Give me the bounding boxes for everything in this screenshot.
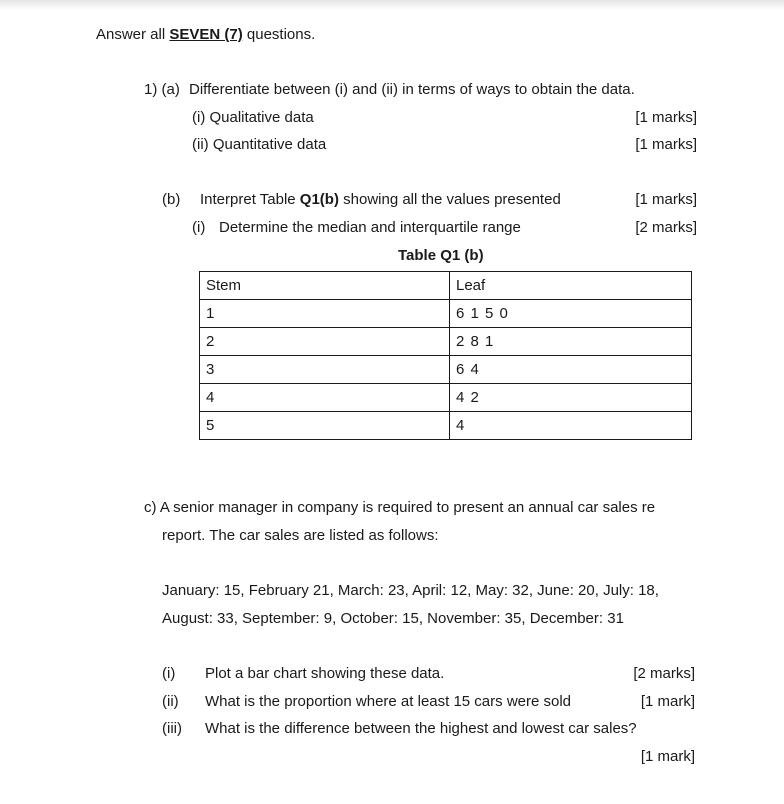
leaf-cell: 4 bbox=[450, 412, 692, 440]
leaf-cell: 6 4 bbox=[450, 356, 692, 384]
table-row bbox=[200, 412, 692, 440]
stem-cell: 3 bbox=[200, 356, 450, 384]
q1c-item-3-text: What is the difference between the highest and lowest car sales? bbox=[205, 720, 637, 737]
q1b-number: (b) bbox=[162, 191, 181, 208]
stem-cell: 4 bbox=[200, 384, 450, 412]
page-top-edge bbox=[0, 0, 784, 10]
stem-cell: 5 bbox=[200, 412, 450, 440]
table-title: Table Q1 (b) bbox=[398, 247, 484, 264]
q1b-text-prefix: Interpret Table bbox=[200, 191, 296, 208]
q1c-item-3-number: (iii) bbox=[162, 720, 182, 737]
q1c-item-1-number: (i) bbox=[162, 665, 176, 682]
q1c-item-2-number: (ii) bbox=[162, 693, 179, 710]
q1b-text-suffix: showing all the values presented bbox=[343, 191, 561, 208]
q1a-item-2-label: (ii) Quantitative data bbox=[192, 136, 327, 153]
table-row bbox=[200, 328, 692, 356]
q1a-text: Differentiate between (i) and (ii) in terms of ways to obtain the data. bbox=[189, 81, 635, 98]
stem-leaf-table bbox=[199, 271, 692, 440]
q1b-sub-text: Determine the median and interquartile range bbox=[219, 219, 521, 236]
leaf-cell: 6 1 5 0 bbox=[450, 300, 692, 328]
table-row bbox=[200, 356, 692, 384]
q1b-question bbox=[200, 191, 561, 209]
instructions-prefix: Answer all bbox=[96, 26, 166, 43]
leaf-cell: 4 2 bbox=[450, 384, 692, 412]
q1c-item-2-text: What is the proportion where at least 15 cars were sold bbox=[205, 693, 572, 710]
q1a-item-1-marks: [1 marks] bbox=[635, 109, 697, 126]
q1b-marks: [1 marks] bbox=[635, 191, 697, 208]
q1c-item-2-marks: [1 mark] bbox=[640, 693, 695, 710]
q1a-number: 1) (a) bbox=[144, 81, 180, 98]
table-header-leaf: Leaf bbox=[450, 272, 692, 300]
sales-data-line-1: January: 15, February 21, March: 23, April: 12, May: 32, June: 20, July: 18, bbox=[162, 582, 659, 599]
instructions-suffix: questions. bbox=[246, 26, 316, 43]
q1c-item-1-text: Plot a bar chart showing these data. bbox=[205, 665, 445, 682]
q1a-item-1-label: (i) Qualitative data bbox=[192, 109, 314, 126]
q1b-sub-marks: [2 marks] bbox=[635, 219, 697, 236]
table-header-row bbox=[200, 272, 692, 300]
q1c-item-3-marks: [1 mark] bbox=[640, 748, 695, 765]
table-row bbox=[200, 384, 692, 412]
q1b-sub-number: (i) bbox=[192, 219, 206, 236]
table-row bbox=[200, 300, 692, 328]
table-header-stem: Stem bbox=[200, 272, 450, 300]
stem-cell: 2 bbox=[200, 328, 450, 356]
instructions-line bbox=[96, 26, 315, 44]
q1c-item-1-marks: [2 marks] bbox=[633, 665, 695, 682]
instructions-count: SEVEN (7) bbox=[169, 26, 243, 43]
stem-cell: 1 bbox=[200, 300, 450, 328]
q1a-question bbox=[144, 81, 635, 99]
q1a-item-2-marks: [1 marks] bbox=[635, 136, 697, 153]
q1c-line-2: report. The car sales are listed as follows: bbox=[162, 527, 439, 544]
sales-data-line-2: August: 33, September: 9, October: 15, November: 35, December: 31 bbox=[162, 610, 624, 627]
leaf-cell: 2 8 1 bbox=[450, 328, 692, 356]
q1b-table-ref: Q1(b) bbox=[299, 191, 339, 208]
q1c-line-1: c) A senior manager in company is required to present an annual car sales re bbox=[144, 499, 656, 516]
